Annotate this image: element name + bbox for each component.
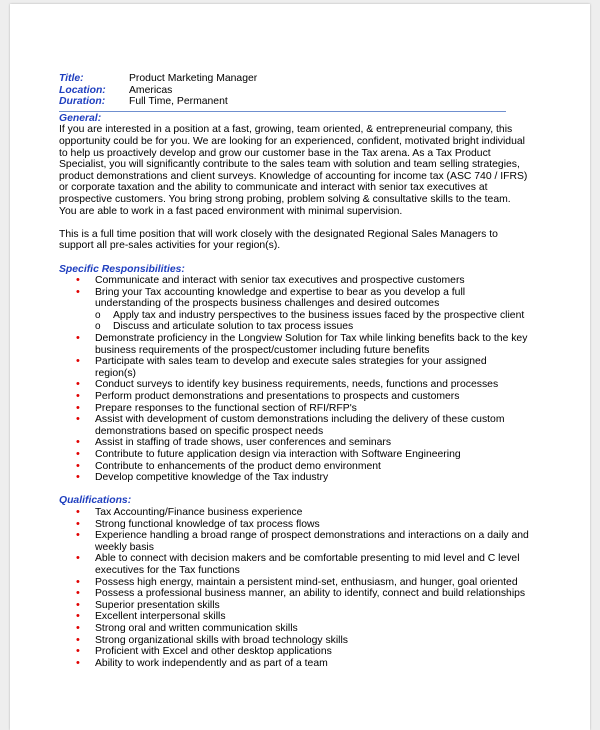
- list-item: • Assist with development of custom demonstrations including the delivery of these custom demonstrations based on specific prospect needs: [59, 414, 529, 437]
- sub-list: [95, 310, 529, 333]
- list-item: • Tax Accounting/Finance business experience: [59, 507, 529, 519]
- list-item: [59, 287, 529, 333]
- responsibilities-heading: Specific Responsibilities:: [59, 263, 185, 275]
- title-label: Title:: [59, 73, 84, 84]
- list-item: • Experience handling a broad range of prospect demonstrations and interactions on a daily and weekly basis: [59, 530, 529, 553]
- list-item: • Excellent interpersonal skills: [59, 611, 529, 623]
- sub-list-item: o Discuss and articulate solution to tax process issues: [95, 321, 529, 333]
- duration-label: Duration:: [59, 96, 106, 108]
- job-description: [59, 73, 529, 669]
- responsibilities-list: [59, 275, 529, 484]
- list-item: • Possess high energy, maintain a persistent mind-set, enthusiasm, and hunger, goal oriented: [59, 577, 529, 589]
- title-row: [59, 73, 529, 85]
- general-paragraph-2: This is a full time position that will work closely with the designated Regional Sales Managers to support all pre-sales activities for your region(s).: [59, 228, 498, 252]
- duration-row: [59, 96, 529, 108]
- qualifications-heading: Qualifications:: [59, 495, 132, 507]
- general-heading: General:: [59, 112, 102, 124]
- sub-list-item: o Apply tax and industry perspectives to the business issues faced by the prospective client: [95, 310, 529, 322]
- title-value: Product Marketing Manager: [129, 73, 258, 84]
- list-item: • Proficient with Excel and other desktop applications: [59, 646, 529, 658]
- duration-value: Full Time, Permanent: [129, 96, 228, 108]
- list-item: • Superior presentation skills: [59, 600, 529, 612]
- list-item: • Participate with sales team to develop and execute sales strategies for your assigned region(s): [59, 356, 529, 379]
- list-item: • Strong oral and written communication skills: [59, 623, 529, 635]
- list-item: • Able to connect with decision makers and be comfortable presenting to mid level and C level executives for the Tax functions: [59, 553, 529, 576]
- general-paragraph-1: If you are interested in a position at a fast, growing, team oriented, & entrepreneurial company, this opportunity could be for you. We are looking for an experienced, confident, motivated bright individual to help us proactively develop and grow our customer base in the Tax arena. As a Tax Product Specialist, you will significantly contribute to the sales team with solution and team selling strategies, product demonstrations and client surveys. Knowledge of accounting for income tax (ASC 740 / IFRS) or corporate taxation and the ability to communicate and interact with senior tax executives at prospective customers. You bring strong probing, problem solving & consultative skills to the team. You are able to work in a fast paced environment with minimal supervision.: [59, 124, 528, 217]
- document-page: [10, 4, 590, 730]
- list-item: • Conduct surveys to identify key business requirements, needs, functions and processes: [59, 379, 529, 391]
- list-item: • Contribute to future application design via interaction with Software Engineering: [59, 449, 529, 461]
- list-item: • Strong organizational skills with broad technology skills: [59, 635, 529, 647]
- list-item: • Strong functional knowledge of tax process flows: [59, 519, 529, 531]
- location-value: Americas: [129, 84, 173, 96]
- location-row: [59, 85, 529, 97]
- header-divider: [59, 111, 506, 112]
- list-item: • Contribute to enhancements of the product demo environment: [59, 461, 529, 473]
- list-item: • Perform product demonstrations and presentations to prospects and customers: [59, 391, 529, 403]
- list-item: • Assist in staffing of trade shows, user conferences and seminars: [59, 437, 529, 449]
- list-item: • Possess a professional business manner, an ability to identify, connect and build relationships: [59, 588, 529, 600]
- list-item: • Develop competitive knowledge of the Tax industry: [59, 472, 529, 484]
- qualifications-list: [59, 507, 529, 669]
- list-item: • Prepare responses to the functional section of RFI/RFP's: [59, 403, 529, 415]
- list-item: • Demonstrate proficiency in the Longview Solution for Tax while linking benefits back to the key business requirements of the prospect/customer including future benefits: [59, 333, 529, 356]
- list-item: • Ability to work independently and as part of a team: [59, 658, 529, 670]
- list-item: • Communicate and interact with senior tax executives and prospective customers: [59, 275, 529, 287]
- list-item-text: Bring your Tax accounting knowledge and expertise to bear as you develop a full understanding of the prospects business challenges and desired outcomes: [95, 286, 466, 310]
- location-label: Location:: [59, 84, 106, 96]
